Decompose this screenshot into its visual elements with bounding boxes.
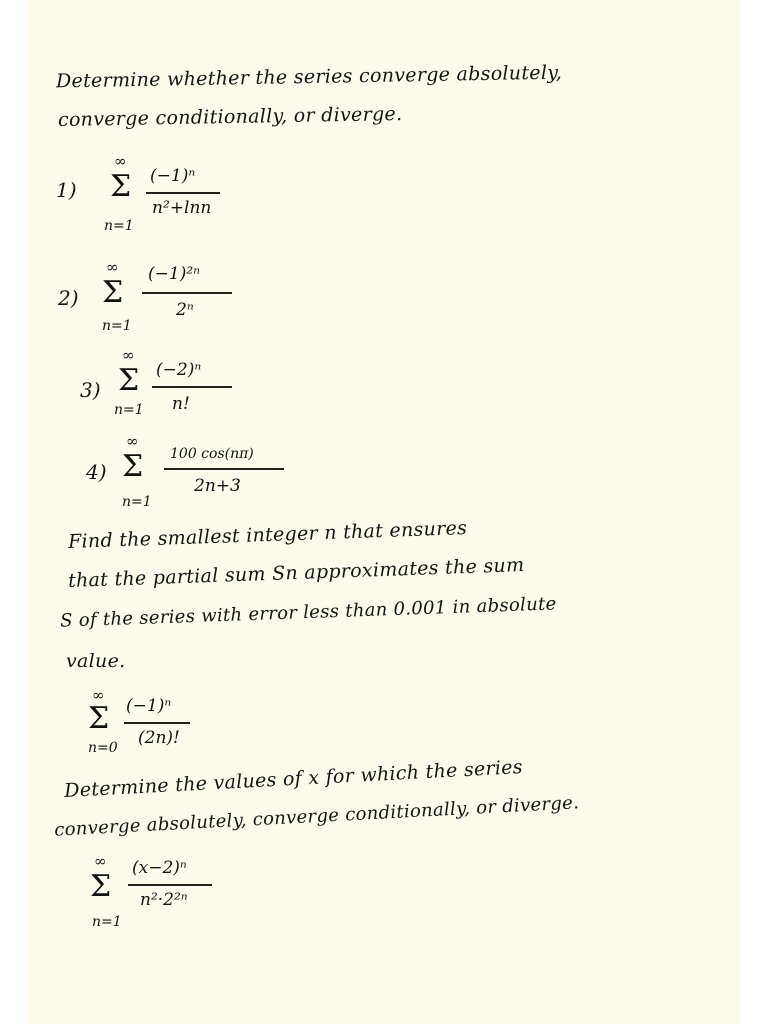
fraction-numerator: (−1)ⁿ (126, 696, 172, 716)
fraction-bar (146, 192, 220, 194)
partial-sum-line-2: that the partial sum Sn approximates the sum (67, 554, 525, 592)
fraction-denominator: n²·2²ⁿ (140, 890, 188, 910)
sum-upper-bound: ∞ (94, 852, 107, 870)
sum-upper-bound: ∞ (114, 152, 127, 170)
sum-upper-bound: ∞ (122, 346, 135, 364)
sum-lower-bound: n=1 (92, 914, 122, 930)
sigma-symbol: Σ (90, 869, 112, 904)
fraction-denominator: (2n)! (138, 728, 180, 748)
problem-label: 3) (80, 378, 101, 402)
sigma-symbol: Σ (118, 363, 140, 398)
fraction-bar (152, 386, 232, 388)
sum-lower-bound: n=1 (114, 402, 144, 418)
intro-line-1: Determine whether the series converge absolutely, (55, 61, 563, 93)
fraction-numerator: (−1)²ⁿ (148, 264, 201, 284)
fraction-bar (142, 292, 232, 294)
partial-sum-line-3: S of the series with error less than 0.001 in absolute (59, 593, 557, 632)
sum-lower-bound: n=1 (122, 494, 152, 510)
values-of-x-line-2: converge absolutely, converge conditionally, or diverge. (53, 792, 580, 841)
fraction-bar (128, 884, 212, 886)
fraction-denominator: 2n+3 (194, 476, 241, 496)
sum-upper-bound: ∞ (126, 432, 139, 450)
fraction-denominator: n²+lnn (152, 198, 212, 218)
intro-line-2: converge conditionally, or diverge. (57, 102, 403, 132)
fraction-numerator: (−2)ⁿ (156, 360, 202, 380)
fraction-numerator: (−1)ⁿ (150, 166, 196, 186)
sum-lower-bound: n=1 (104, 218, 134, 234)
sum-lower-bound: n=1 (102, 318, 132, 334)
fraction-denominator: 2ⁿ (176, 300, 194, 320)
sigma-symbol: Σ (102, 275, 124, 310)
problem-label: 4) (86, 460, 107, 484)
fraction-bar (164, 468, 284, 470)
fraction-numerator: (x−2)ⁿ (132, 858, 187, 878)
fraction-numerator: 100 cos(nπ) (170, 446, 254, 462)
sigma-symbol: Σ (110, 169, 132, 204)
problem-label: 1) (56, 178, 77, 202)
values-of-x-line-1: Determine the values of x for which the series (63, 756, 524, 802)
sigma-symbol: Σ (122, 449, 144, 484)
sum-upper-bound: ∞ (106, 258, 119, 276)
fraction-bar (124, 722, 190, 724)
sum-upper-bound: ∞ (92, 686, 105, 704)
sigma-symbol: Σ (88, 701, 110, 736)
problem-label: 2) (58, 286, 79, 310)
sum-lower-bound: n=0 (88, 740, 118, 756)
partial-sum-line-4: value. (66, 650, 126, 672)
partial-sum-line-1: Find the smallest integer n that ensures (67, 517, 468, 553)
handwritten-page (28, 0, 740, 1024)
fraction-denominator: n! (172, 394, 190, 414)
